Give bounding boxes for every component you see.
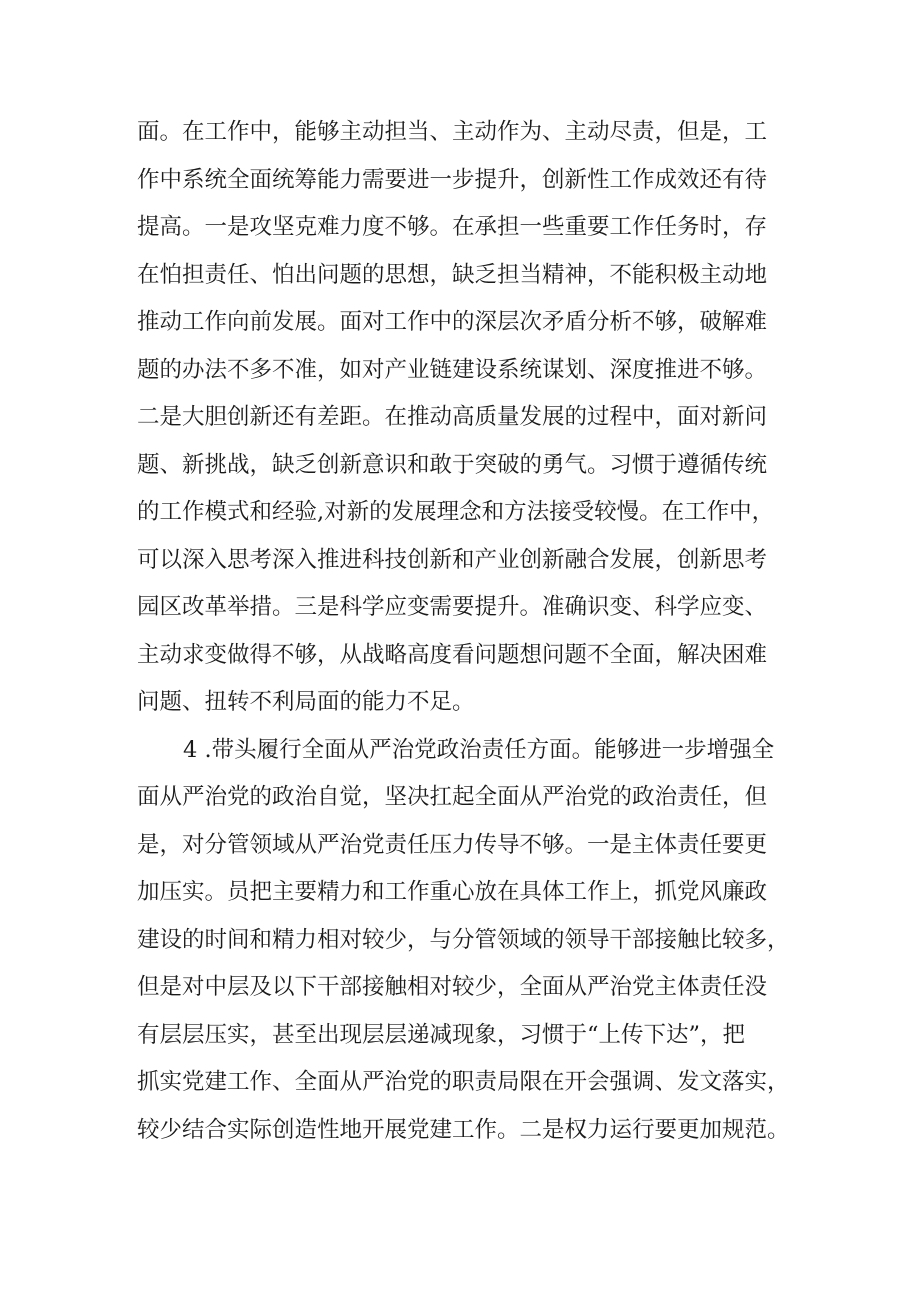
text-line: 题的办法不多不准，如对产业链建设系统谋划、深度推进不够。 — [137, 356, 768, 383]
text-line: 面。在工作中，能够主动担当、主动作为、主动尽责，但是，工 — [137, 119, 768, 145]
text-line: 在怕担责任、怕出问题的思想，缺乏担当精神，不能积极主动地 — [137, 261, 768, 288]
text-line: 园区改革举措。三是科学应变需要提升。准确识变、科学应变、 — [137, 594, 768, 620]
text-line: 建设的时间和精力相对较少，与分管领域的领导干部接触比较多， — [137, 926, 790, 953]
text-line: 是，对分管领域从严治党责任压力传导不够。一是主体责任要更 — [137, 831, 768, 858]
section-heading-line: 4 .带头履行全面从严治党政治责任方面。能够进一步增强全 — [183, 736, 775, 763]
text-line: 较少结合实际创造性地开展党建工作。二是权力运行要更加规范。 — [137, 1116, 790, 1143]
text-line: 题、新挑战，缺乏创新意识和敢于突破的勇气。习惯于遵循传统 — [137, 451, 768, 478]
text-line: 提高。一是攻坚克难力度不够。在承担一些重要工作任务时，存 — [137, 214, 768, 240]
text-line: 加压实。员把主要精力和工作重心放在具体工作上，抓党风廉政 — [137, 879, 768, 905]
text-line: 可以深入思考深入推进科技创新和产业创新融合发展，创新思考 — [137, 546, 768, 573]
text-line: 二是大胆创新还有差距。在推动高质量发展的过程中，面对新问 — [137, 404, 768, 430]
text-line: 面从严治党的政治自觉，坚决扛起全面从严治党的政治责任，但 — [137, 784, 768, 810]
document-body — [137, 109, 837, 1154]
text-line: 的工作模式和经验,对新的发展理念和方法接受较慢。在工作中， — [137, 499, 775, 525]
text-line: 抓实党建工作、全面从严治党的职责局限在开会强调、发文落实， — [137, 1069, 790, 1095]
text-line: 有层层压实，甚至出现层层递减现象，习惯于“上传下达”，把 — [137, 1021, 746, 1048]
text-line: 推动工作向前发展。面对工作中的深层次矛盾分析不够，破解难 — [137, 309, 768, 335]
text-line: 问题、扭转不利局面的能力不足。 — [137, 689, 475, 715]
text-line: 作中系统全面统筹能力需要进一步提升，创新性工作成效还有待 — [137, 166, 768, 193]
text-line: 主动求变做得不够，从战略高度看问题想问题不全面，解决困难 — [137, 641, 768, 668]
text-line: 但是对中层及以下干部接触相对较少，全面从严治党主体责任没 — [137, 974, 768, 1000]
